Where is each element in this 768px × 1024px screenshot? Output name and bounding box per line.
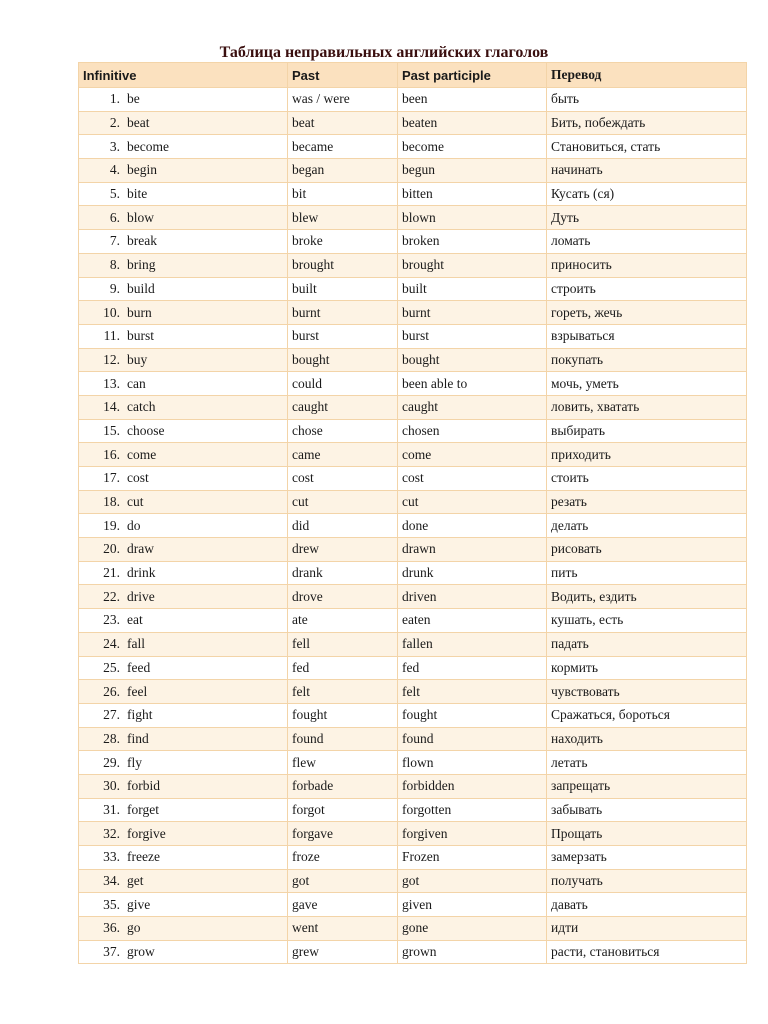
- table-row: [79, 798, 747, 822]
- infinitive-text: cost: [127, 470, 149, 486]
- past-cell: burnt: [288, 301, 398, 325]
- infinitive-cell: [79, 680, 288, 704]
- past-cell: chose: [288, 419, 398, 443]
- row-number: 28.: [103, 730, 120, 746]
- past-participle-cell: come: [398, 443, 547, 467]
- table-row: [79, 88, 747, 112]
- infinitive-cell: [79, 703, 288, 727]
- infinitive-cell: [79, 395, 288, 419]
- translation-cell: чувствовать: [547, 680, 747, 704]
- header-translation: Перевод: [547, 63, 747, 88]
- past-participle-cell: bought: [398, 348, 547, 372]
- row-number: 34.: [103, 873, 120, 889]
- infinitive-cell: [79, 182, 288, 206]
- row-number: 30.: [103, 778, 120, 794]
- past-participle-cell: given: [398, 893, 547, 917]
- row-number: 36.: [103, 920, 120, 936]
- table-row: [79, 182, 747, 206]
- table-row: [79, 940, 747, 964]
- infinitive-text: burst: [127, 328, 154, 344]
- infinitive-text: break: [127, 233, 157, 249]
- infinitive-text: blow: [127, 209, 154, 225]
- past-participle-cell: cost: [398, 467, 547, 491]
- row-number: 11.: [103, 328, 120, 344]
- row-number: 7.: [109, 233, 120, 249]
- table-row: [79, 822, 747, 846]
- infinitive-text: begin: [127, 162, 157, 178]
- past-participle-cell: forgiven: [398, 822, 547, 846]
- translation-cell: пить: [547, 561, 747, 585]
- row-number: 4.: [109, 162, 120, 178]
- past-cell: gave: [288, 893, 398, 917]
- past-cell: began: [288, 159, 398, 183]
- row-number: 12.: [103, 351, 120, 367]
- row-number: 9.: [109, 280, 120, 296]
- past-participle-cell: forgotten: [398, 798, 547, 822]
- past-cell: found: [288, 727, 398, 751]
- table-row: [79, 893, 747, 917]
- translation-cell: Становиться, стать: [547, 135, 747, 159]
- table-row: [79, 253, 747, 277]
- table-body: [79, 88, 747, 964]
- past-cell: felt: [288, 680, 398, 704]
- past-cell: built: [288, 277, 398, 301]
- table-row: [79, 372, 747, 396]
- row-number: 26.: [103, 683, 120, 699]
- infinitive-cell: [79, 88, 288, 112]
- infinitive-text: fight: [127, 707, 153, 723]
- past-participle-cell: drawn: [398, 538, 547, 562]
- table-row: [79, 680, 747, 704]
- translation-cell: гореть, жечь: [547, 301, 747, 325]
- table-row: [79, 277, 747, 301]
- table-row: [79, 917, 747, 941]
- table-row: [79, 538, 747, 562]
- infinitive-cell: [79, 277, 288, 301]
- infinitive-text: be: [127, 91, 140, 107]
- row-number: 5.: [109, 186, 120, 202]
- translation-cell: находить: [547, 727, 747, 751]
- infinitive-cell: [79, 609, 288, 633]
- infinitive-cell: [79, 230, 288, 254]
- row-number: 15.: [103, 422, 120, 438]
- table-row: [79, 727, 747, 751]
- past-participle-cell: driven: [398, 585, 547, 609]
- translation-cell: кормить: [547, 656, 747, 680]
- past-participle-cell: burnt: [398, 301, 547, 325]
- past-cell: cut: [288, 490, 398, 514]
- table-row: [79, 395, 747, 419]
- translation-cell: рисовать: [547, 538, 747, 562]
- infinitive-cell: [79, 751, 288, 775]
- past-cell: blew: [288, 206, 398, 230]
- translation-cell: замерзать: [547, 846, 747, 870]
- translation-cell: делать: [547, 514, 747, 538]
- translation-cell: Прощать: [547, 822, 747, 846]
- infinitive-text: forbid: [127, 778, 160, 794]
- row-number: 17.: [103, 470, 120, 486]
- infinitive-cell: [79, 869, 288, 893]
- row-number: 3.: [109, 138, 120, 154]
- infinitive-text: feed: [127, 659, 151, 675]
- past-cell: fed: [288, 656, 398, 680]
- translation-cell: Кусать (ся): [547, 182, 747, 206]
- past-cell: caught: [288, 395, 398, 419]
- past-cell: drank: [288, 561, 398, 585]
- past-cell: brought: [288, 253, 398, 277]
- past-participle-cell: cut: [398, 490, 547, 514]
- infinitive-text: beat: [127, 115, 150, 131]
- infinitive-text: draw: [127, 541, 154, 557]
- table-row: [79, 751, 747, 775]
- table-row: [79, 206, 747, 230]
- infinitive-cell: [79, 632, 288, 656]
- past-participle-cell: caught: [398, 395, 547, 419]
- table-row: [79, 419, 747, 443]
- row-number: 31.: [103, 801, 120, 817]
- past-cell: froze: [288, 846, 398, 870]
- past-participle-cell: fallen: [398, 632, 547, 656]
- infinitive-cell: [79, 111, 288, 135]
- irregular-verbs-table: [78, 62, 747, 964]
- infinitive-text: catch: [127, 399, 156, 415]
- row-number: 1.: [109, 91, 120, 107]
- past-cell: forbade: [288, 774, 398, 798]
- infinitive-text: eat: [127, 612, 143, 628]
- translation-cell: приносить: [547, 253, 747, 277]
- infinitive-cell: [79, 253, 288, 277]
- infinitive-text: find: [127, 730, 149, 746]
- translation-cell: ломать: [547, 230, 747, 254]
- row-number: 2.: [109, 115, 120, 131]
- infinitive-cell: [79, 893, 288, 917]
- infinitive-text: can: [127, 375, 146, 391]
- row-number: 25.: [103, 659, 120, 675]
- infinitive-text: choose: [127, 422, 165, 438]
- past-cell: forgave: [288, 822, 398, 846]
- infinitive-text: forget: [127, 801, 159, 817]
- past-participle-cell: found: [398, 727, 547, 751]
- past-cell: bit: [288, 182, 398, 206]
- table-row: [79, 632, 747, 656]
- translation-cell: ловить, хватать: [547, 395, 747, 419]
- table-row: [79, 869, 747, 893]
- header-row: [79, 63, 747, 88]
- table-row: [79, 490, 747, 514]
- past-participle-cell: grown: [398, 940, 547, 964]
- translation-cell: Бить, побеждать: [547, 111, 747, 135]
- past-cell: forgot: [288, 798, 398, 822]
- translation-cell: быть: [547, 88, 747, 112]
- row-number: 6.: [109, 209, 120, 225]
- past-cell: got: [288, 869, 398, 893]
- infinitive-cell: [79, 727, 288, 751]
- translation-cell: мочь, уметь: [547, 372, 747, 396]
- past-participle-cell: forbidden: [398, 774, 547, 798]
- infinitive-text: feel: [127, 683, 148, 699]
- translation-cell: кушать, есть: [547, 609, 747, 633]
- row-number: 8.: [109, 257, 120, 273]
- infinitive-text: drive: [127, 588, 155, 604]
- infinitive-cell: [79, 514, 288, 538]
- past-cell: became: [288, 135, 398, 159]
- translation-cell: покупать: [547, 348, 747, 372]
- infinitive-text: burn: [127, 304, 152, 320]
- past-cell: went: [288, 917, 398, 941]
- infinitive-text: give: [127, 896, 151, 912]
- past-cell: grew: [288, 940, 398, 964]
- past-participle-cell: been: [398, 88, 547, 112]
- past-cell: came: [288, 443, 398, 467]
- translation-cell: Сражаться, бороться: [547, 703, 747, 727]
- past-participle-cell: felt: [398, 680, 547, 704]
- translation-cell: выбирать: [547, 419, 747, 443]
- row-number: 37.: [103, 944, 120, 960]
- header-past-participle: Past participle: [398, 63, 547, 88]
- row-number: 16.: [103, 446, 120, 462]
- infinitive-text: fly: [127, 754, 142, 770]
- table-title: Таблица неправильных английских глаголов: [219, 44, 549, 61]
- translation-cell: начинать: [547, 159, 747, 183]
- table-row: [79, 230, 747, 254]
- infinitive-text: drink: [127, 565, 156, 581]
- table-row: [79, 514, 747, 538]
- row-number: 35.: [103, 896, 120, 912]
- past-cell: bought: [288, 348, 398, 372]
- row-number: 20.: [103, 541, 120, 557]
- infinitive-text: become: [127, 138, 169, 154]
- infinitive-cell: [79, 561, 288, 585]
- past-participle-cell: broken: [398, 230, 547, 254]
- infinitive-cell: [79, 206, 288, 230]
- past-participle-cell: drunk: [398, 561, 547, 585]
- table-row: [79, 111, 747, 135]
- past-participle-cell: gone: [398, 917, 547, 941]
- past-participle-cell: built: [398, 277, 547, 301]
- past-participle-cell: Frozen: [398, 846, 547, 870]
- past-participle-cell: flown: [398, 751, 547, 775]
- row-number: 19.: [103, 517, 120, 533]
- row-number: 27.: [103, 707, 120, 723]
- translation-cell: летать: [547, 751, 747, 775]
- translation-cell: давать: [547, 893, 747, 917]
- infinitive-text: get: [127, 873, 144, 889]
- translation-cell: расти, становиться: [547, 940, 747, 964]
- row-number: 14.: [103, 399, 120, 415]
- table-row: [79, 609, 747, 633]
- table-row: [79, 561, 747, 585]
- past-participle-cell: been able to: [398, 372, 547, 396]
- table-row: [79, 348, 747, 372]
- table-row: [79, 443, 747, 467]
- past-participle-cell: fought: [398, 703, 547, 727]
- past-cell: did: [288, 514, 398, 538]
- translation-cell: падать: [547, 632, 747, 656]
- infinitive-cell: [79, 159, 288, 183]
- infinitive-text: come: [127, 446, 157, 462]
- past-participle-cell: brought: [398, 253, 547, 277]
- past-cell: broke: [288, 230, 398, 254]
- past-participle-cell: done: [398, 514, 547, 538]
- table-row: [79, 159, 747, 183]
- table-row: [79, 135, 747, 159]
- infinitive-text: buy: [127, 351, 148, 367]
- table-row: [79, 467, 747, 491]
- infinitive-cell: [79, 419, 288, 443]
- table-row: [79, 324, 747, 348]
- translation-cell: получать: [547, 869, 747, 893]
- translation-cell: забывать: [547, 798, 747, 822]
- infinitive-cell: [79, 798, 288, 822]
- past-cell: cost: [288, 467, 398, 491]
- infinitive-text: bite: [127, 186, 148, 202]
- translation-cell: идти: [547, 917, 747, 941]
- row-number: 10.: [103, 304, 120, 320]
- past-cell: drew: [288, 538, 398, 562]
- translation-cell: приходить: [547, 443, 747, 467]
- row-number: 22.: [103, 588, 120, 604]
- infinitive-cell: [79, 774, 288, 798]
- infinitive-cell: [79, 135, 288, 159]
- translation-cell: резать: [547, 490, 747, 514]
- past-participle-cell: burst: [398, 324, 547, 348]
- past-cell: was / were: [288, 88, 398, 112]
- past-participle-cell: bitten: [398, 182, 547, 206]
- infinitive-text: fall: [127, 636, 145, 652]
- translation-cell: Водить, ездить: [547, 585, 747, 609]
- infinitive-cell: [79, 656, 288, 680]
- infinitive-text: grow: [127, 944, 155, 960]
- translation-cell: взрываться: [547, 324, 747, 348]
- row-number: 23.: [103, 612, 120, 628]
- header-past: Past: [288, 63, 398, 88]
- row-number: 18.: [103, 494, 120, 510]
- past-cell: drove: [288, 585, 398, 609]
- infinitive-cell: [79, 940, 288, 964]
- infinitive-cell: [79, 443, 288, 467]
- past-cell: ate: [288, 609, 398, 633]
- infinitive-cell: [79, 348, 288, 372]
- translation-cell: Дуть: [547, 206, 747, 230]
- past-cell: fought: [288, 703, 398, 727]
- past-participle-cell: chosen: [398, 419, 547, 443]
- infinitive-cell: [79, 822, 288, 846]
- past-cell: could: [288, 372, 398, 396]
- infinitive-text: cut: [127, 494, 144, 510]
- past-participle-cell: beaten: [398, 111, 547, 135]
- table-row: [79, 301, 747, 325]
- infinitive-text: go: [127, 920, 141, 936]
- past-cell: burst: [288, 324, 398, 348]
- infinitive-cell: [79, 585, 288, 609]
- past-participle-cell: eaten: [398, 609, 547, 633]
- row-number: 21.: [103, 565, 120, 581]
- header-infinitive: Infinitive: [79, 63, 288, 88]
- translation-cell: строить: [547, 277, 747, 301]
- past-cell: fell: [288, 632, 398, 656]
- past-cell: beat: [288, 111, 398, 135]
- row-number: 29.: [103, 754, 120, 770]
- past-cell: flew: [288, 751, 398, 775]
- infinitive-cell: [79, 490, 288, 514]
- infinitive-cell: [79, 917, 288, 941]
- translation-cell: запрещать: [547, 774, 747, 798]
- past-participle-cell: become: [398, 135, 547, 159]
- infinitive-text: build: [127, 280, 155, 296]
- table-row: [79, 656, 747, 680]
- infinitive-cell: [79, 846, 288, 870]
- table-header: [79, 63, 747, 88]
- row-number: 13.: [103, 375, 120, 391]
- table-row: [79, 774, 747, 798]
- past-participle-cell: fed: [398, 656, 547, 680]
- table-row: [79, 703, 747, 727]
- infinitive-cell: [79, 324, 288, 348]
- row-number: 32.: [103, 825, 120, 841]
- table-row: [79, 585, 747, 609]
- table-row: [79, 846, 747, 870]
- past-participle-cell: got: [398, 869, 547, 893]
- infinitive-cell: [79, 301, 288, 325]
- infinitive-cell: [79, 467, 288, 491]
- infinitive-text: freeze: [127, 849, 160, 865]
- infinitive-text: do: [127, 517, 141, 533]
- infinitive-text: forgive: [127, 825, 166, 841]
- infinitive-text: bring: [127, 257, 156, 273]
- infinitive-cell: [79, 372, 288, 396]
- infinitive-cell: [79, 538, 288, 562]
- translation-cell: стоить: [547, 467, 747, 491]
- row-number: 24.: [103, 636, 120, 652]
- row-number: 33.: [103, 849, 120, 865]
- past-participle-cell: begun: [398, 159, 547, 183]
- past-participle-cell: blown: [398, 206, 547, 230]
